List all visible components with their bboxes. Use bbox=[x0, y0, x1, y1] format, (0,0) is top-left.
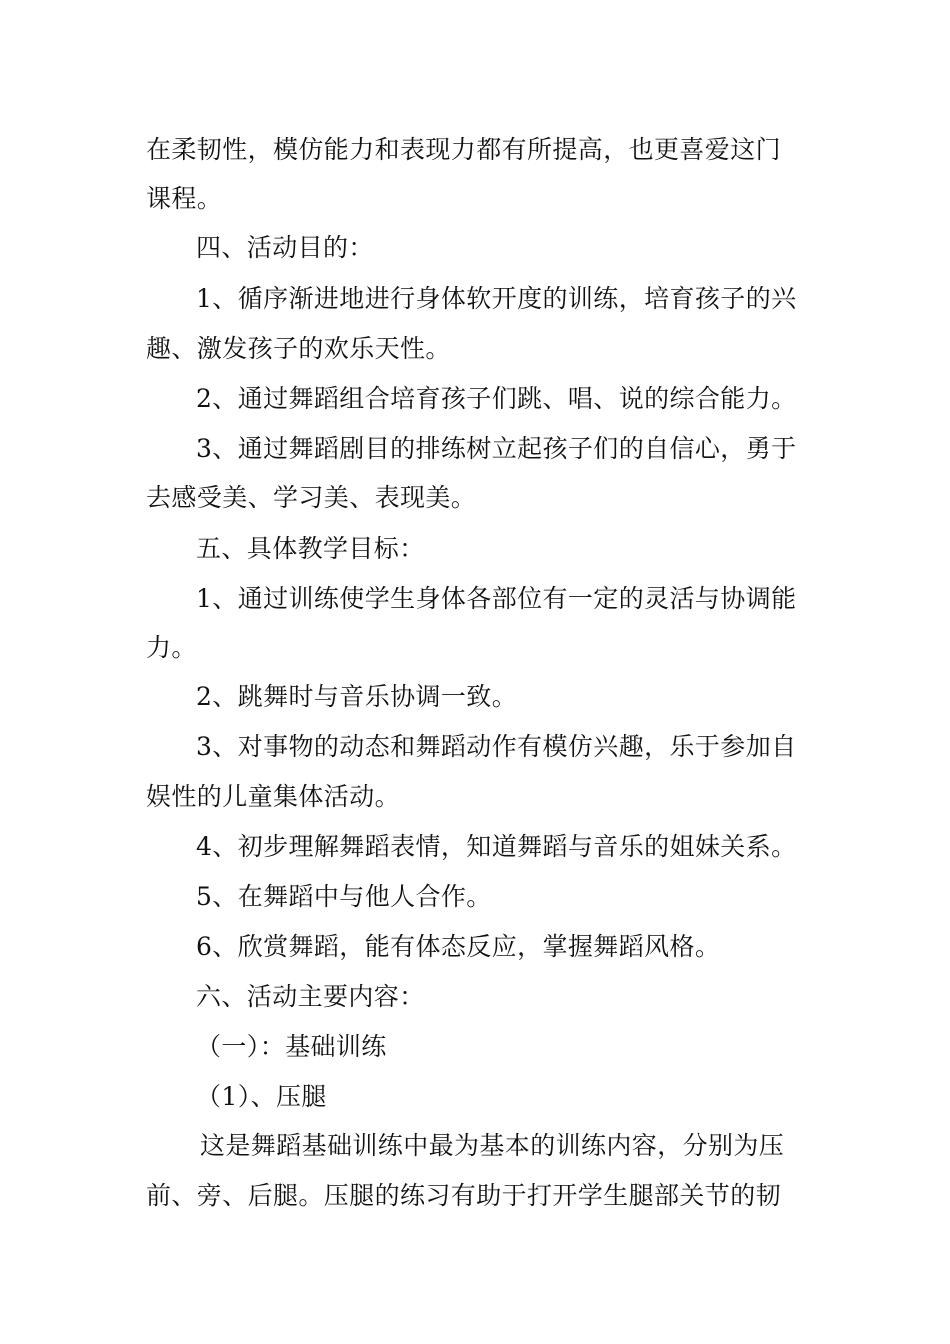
list-item: 2、通过舞蹈组合培育孩子们跳、唱、说的综合能力。 bbox=[196, 384, 797, 413]
subsection-heading: （1）、压腿 bbox=[196, 1082, 327, 1111]
section-heading: 六、活动主要内容： bbox=[196, 982, 425, 1011]
list-item: 5、在舞蹈中与他人合作。 bbox=[196, 882, 492, 911]
list-item: 4、初步理解舞蹈表情，知道舞蹈与音乐的姐妹关系。 bbox=[196, 832, 797, 861]
paragraph-line: 这是舞蹈基础训练中最为基本的训练内容，分别为压 bbox=[200, 1131, 785, 1160]
section-heading: 四、活动目的： bbox=[196, 233, 374, 262]
paragraph-line: 去感受美、学习美、表现美。 bbox=[146, 483, 477, 512]
section-heading: 五、具体教学目标： bbox=[196, 534, 425, 563]
list-item: 2、跳舞时与音乐协调一致。 bbox=[196, 682, 518, 711]
paragraph-line: 娱性的儿童集体活动。 bbox=[146, 782, 401, 811]
paragraph-line: 前、旁、后腿。压腿的练习有助于打开学生腿部关节的韧 bbox=[146, 1181, 782, 1210]
list-item: 3、通过舞蹈剧目的排练树立起孩子们的自信心，勇于 bbox=[196, 434, 797, 463]
subsection-heading: （一）：基础训练 bbox=[196, 1032, 387, 1061]
paragraph-line: 课程。 bbox=[146, 184, 223, 213]
list-item: 3、对事物的动态和舞蹈动作有模仿兴趣，乐于参加自 bbox=[196, 732, 797, 761]
paragraph-line: 在柔韧性，模仿能力和表现力都有所提高，也更喜爱这门 bbox=[146, 135, 782, 164]
list-item: 6、欣赏舞蹈，能有体态反应，掌握舞蹈风格。 bbox=[196, 932, 721, 961]
list-item: 1、通过训练使学生身体各部位有一定的灵活与协调能 bbox=[196, 584, 797, 613]
list-item: 1、循序渐进地进行身体软开度的训练，培育孩子的兴 bbox=[196, 284, 797, 313]
paragraph-line: 趣、激发孩子的欢乐天性。 bbox=[146, 334, 451, 363]
paragraph-line: 力。 bbox=[146, 633, 197, 662]
